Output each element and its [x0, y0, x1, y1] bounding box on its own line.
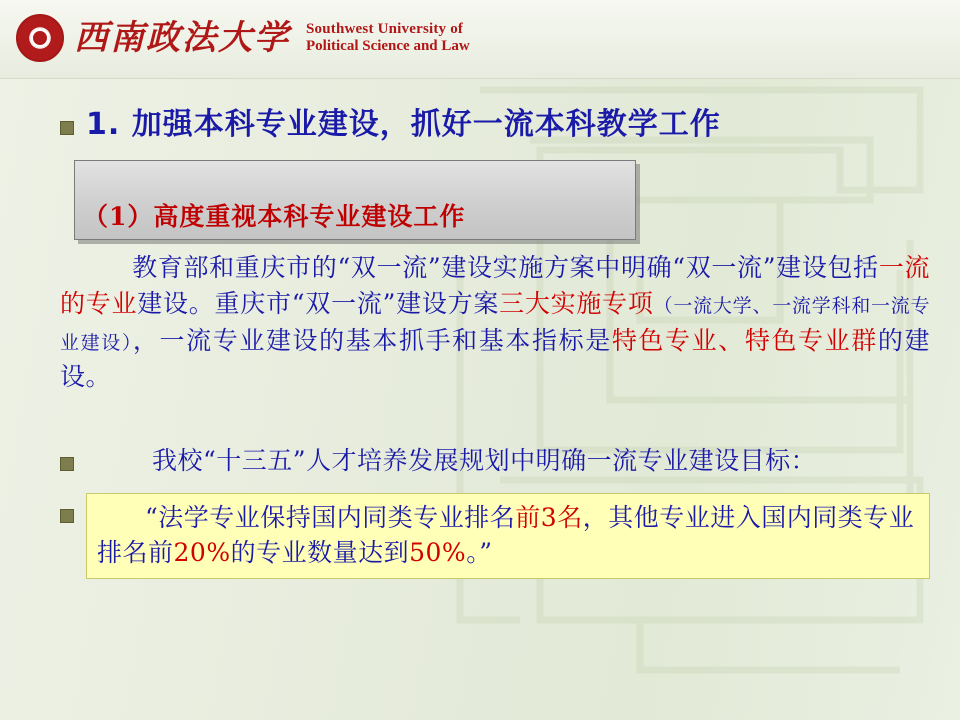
paragraph-one-highlight-3: 特色专业、特色专业群 [611, 325, 878, 355]
square-bullet-icon [60, 457, 74, 471]
university-name-en [300, 21, 470, 56]
square-bullet-icon [60, 121, 74, 135]
paragraph-one-highlight-1: 一流的专业 [60, 253, 930, 319]
university-logo [16, 14, 470, 62]
paragraph-one-part-c: ，一流专业建设的基本抓手和基本指标是 [132, 325, 612, 355]
university-name-en-line1: Southwest University of [306, 20, 464, 37]
subtitle-text: （1）高度重视本科专业建设工作 [83, 202, 466, 231]
paragraph-one-note: （一流大学、一流学科和一流专业建设） [60, 295, 930, 354]
paragraph-two-row [30, 443, 930, 479]
quote-highlight-2: 20% [173, 538, 231, 568]
quote-highlight-1: 前3名 [515, 503, 583, 533]
university-name-en-line2: Political Science and Law [306, 38, 470, 54]
quote-part-d: 。” [466, 538, 493, 568]
slide-content [0, 105, 960, 579]
paragraph-one-highlight-2: 三大实施专项 [499, 289, 654, 319]
paragraph-two [88, 443, 918, 479]
quote-part-b: ，其他专业进入国内同类专业排名前 [97, 503, 915, 568]
paragraph-one-part-b: 建设。重庆市“双一流”建设方案 [137, 289, 500, 319]
university-name-cn: 西南政法大学 [74, 18, 290, 58]
title-row [30, 105, 930, 144]
square-bullet-icon [60, 509, 74, 523]
university-seal-icon [16, 14, 64, 62]
quote-part-c: 的专业数量达到 [230, 538, 410, 568]
subtitle-box [74, 160, 636, 240]
paragraph-one [30, 250, 930, 395]
paragraph-one-part-d: 的建设。 [60, 325, 930, 391]
paragraph-one-part-a: 教育部和重庆市的“双一流”建设实施方案中明确“双一流”建设包括 [132, 253, 879, 282]
quote-row [30, 493, 930, 579]
quote-highlight-box [86, 493, 930, 579]
paragraph-two-text: 我校“十三五”人才培养发展规划中明确一流专业建设目标： [152, 446, 817, 475]
slide-header-band [0, 0, 960, 79]
quote-part-a: “法学专业保持国内同类专业排名 [145, 503, 516, 533]
quote-highlight-3: 50% [409, 538, 467, 568]
slide-title: 1. 加强本科专业建设，抓好一流本科教学工作 [86, 107, 721, 142]
